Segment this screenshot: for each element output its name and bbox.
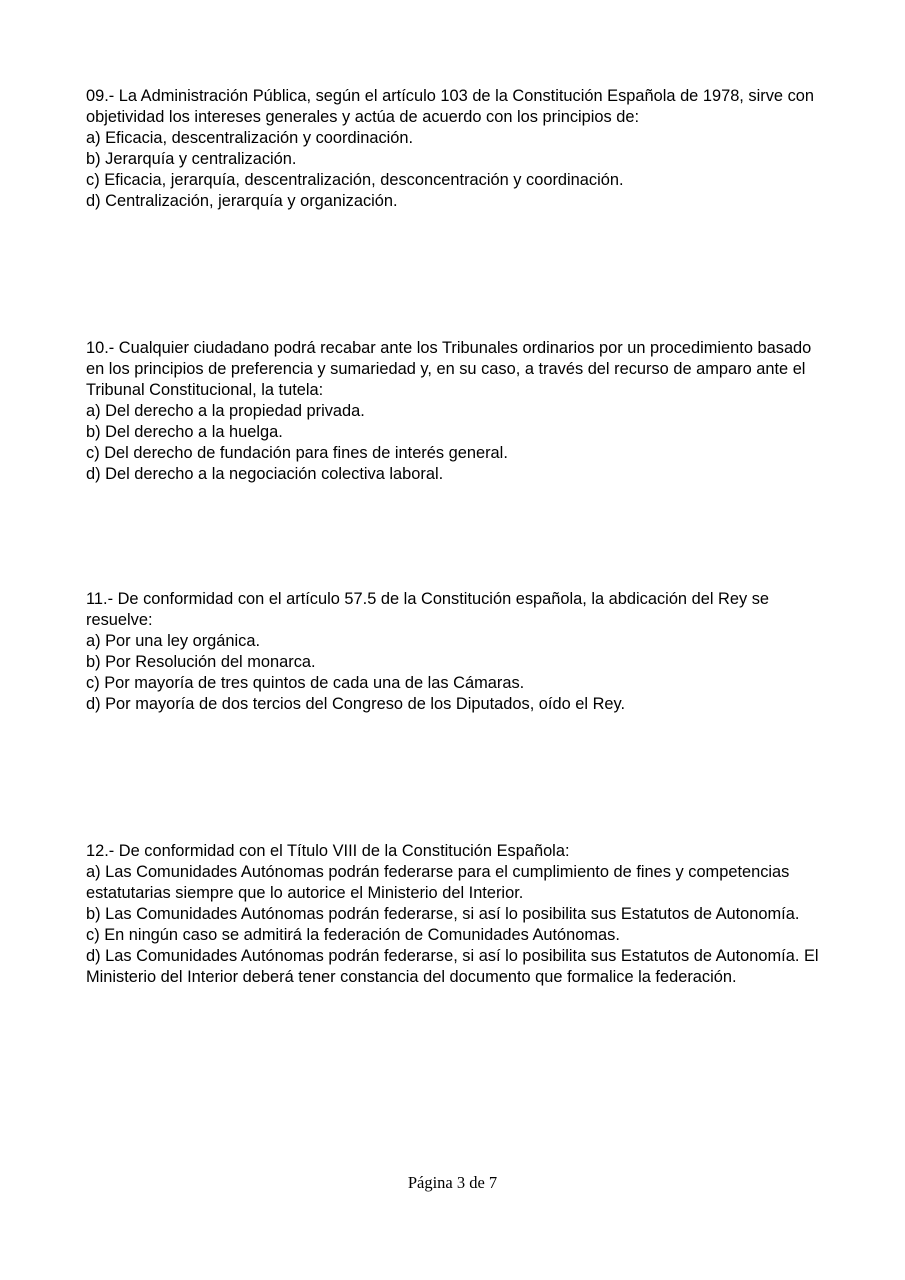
option-a: a) Eficacia, descentralización y coordinación. [86, 129, 414, 147]
question-11 [86, 589, 826, 715]
question-09 [86, 86, 826, 212]
question-stem: 10.- Cualquier ciudadano podrá recabar ante los Tribunales ordinarios por un procedimiento basado en los principios de preferencia y sumariedad y, en su caso, a través del recurso de amparo ante el Tribunal Constitucional, la tutela: [86, 339, 812, 399]
question-12 [86, 841, 826, 988]
option-b: b) Por Resolución del monarca. [86, 653, 316, 671]
option-c: c) En ningún caso se admitirá la federación de Comunidades Autónomas. [86, 926, 620, 944]
option-a: a) Del derecho a la propiedad privada. [86, 402, 365, 420]
option-d: d) Las Comunidades Autónomas podrán federarse, si así lo posibilita sus Estatutos de Autonomía. El Ministerio del Interior deberá tener constancia del documento que formalice la federación. [86, 947, 819, 986]
option-a: a) Las Comunidades Autónomas podrán federarse para el cumplimiento de fines y competencias estatutarias siempre que lo autorice el Ministerio del Interior. [86, 863, 790, 902]
option-b: b) Del derecho a la huelga. [86, 423, 283, 441]
option-a: a) Por una ley orgánica. [86, 632, 261, 650]
option-b: b) Jerarquía y centralización. [86, 150, 297, 168]
option-d: d) Del derecho a la negociación colectiva laboral. [86, 465, 444, 483]
question-10 [86, 338, 826, 485]
option-c: c) Del derecho de fundación para fines de interés general. [86, 444, 508, 462]
option-d: d) Por mayoría de dos tercios del Congreso de los Diputados, oído el Rey. [86, 695, 626, 713]
question-stem: 09.- La Administración Pública, según el artículo 103 de la Constitución Española de 1978, sirve con objetividad los intereses generales y actúa de acuerdo con los principios de: [86, 87, 815, 126]
option-d: d) Centralización, jerarquía y organización. [86, 192, 398, 210]
option-b: b) Las Comunidades Autónomas podrán federarse, si así lo posibilita sus Estatutos de Autonomía. [86, 905, 800, 923]
question-stem: 12.- De conformidad con el Título VIII de la Constitución Española: [86, 842, 570, 860]
option-c: c) Eficacia, jerarquía, descentralización, desconcentración y coordinación. [86, 171, 624, 189]
question-stem: 11.- De conformidad con el artículo 57.5 de la Constitución española, la abdicación del Rey se resuelve: [86, 590, 770, 629]
option-c: c) Por mayoría de tres quintos de cada una de las Cámaras. [86, 674, 525, 692]
page-number-footer: Página 3 de 7 [407, 1173, 498, 1192]
